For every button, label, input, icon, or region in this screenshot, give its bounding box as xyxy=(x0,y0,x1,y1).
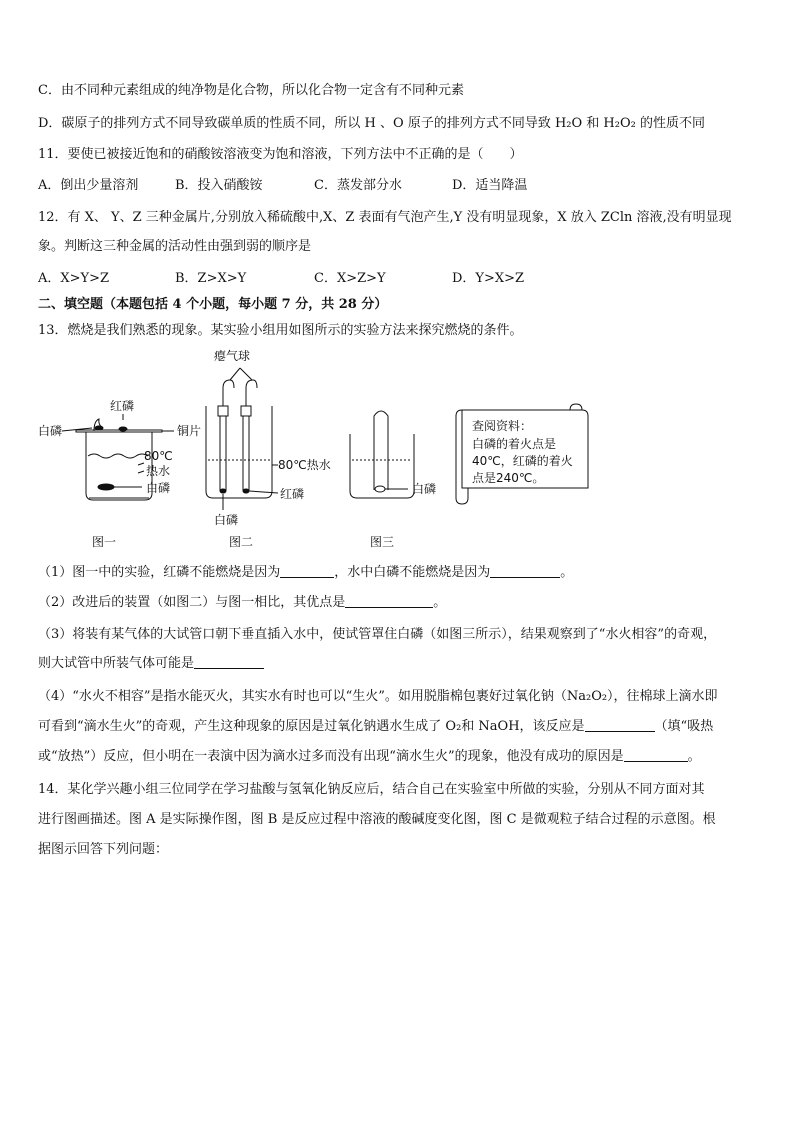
scroll-top-curl xyxy=(570,404,582,410)
note-line-3: 40℃，红磷的着火 xyxy=(472,454,573,468)
q12-option-c: C．X>Z>Y xyxy=(314,271,386,286)
fig2-red-p-leader xyxy=(249,491,278,493)
q13-1-text-c: 。 xyxy=(560,565,574,580)
white-phosphorus-on-plate xyxy=(95,426,103,430)
q13-4-text-d: 。 xyxy=(687,749,701,764)
question-11: 11．要使已被接近饱和的硝酸铵溶液变为饱和溶液，下列方法中不正确的是（ ） xyxy=(38,147,523,162)
tube-right xyxy=(243,416,249,493)
balloon-leader xyxy=(230,368,252,380)
fig1-white-p-bottom-label: 白磷 xyxy=(146,481,171,495)
stopper-right xyxy=(241,406,251,416)
q11-option-c: C．蒸发部分水 xyxy=(314,178,402,193)
temp-leader xyxy=(138,463,144,465)
fig2-white-p-label: 白磷 xyxy=(214,513,239,527)
q12-option-d: D．Y>X>Z xyxy=(452,271,525,286)
q13-part-4-line3 xyxy=(38,748,701,766)
question-12-options xyxy=(38,270,598,288)
q12-option-a: A．X>Y>Z xyxy=(38,271,110,286)
beaker-one xyxy=(86,432,152,500)
fig1-red-p-label: 红磷 xyxy=(110,399,135,413)
beaker-two xyxy=(206,406,272,498)
red-p-in-tube xyxy=(243,489,249,493)
option-d-text: D．碳原子的排列方式不同导致碳单质的性质不同，所以 H 、O 原子的排列方式不同导致 H₂O 和 H₂O₂ 的性质不同 xyxy=(38,116,705,131)
fig3-white-p-label: 白磷 xyxy=(412,482,437,496)
experiment-figure xyxy=(34,348,594,558)
q13-part-2 xyxy=(38,594,446,612)
q13-2-text-a: （2）改进后的装置（如图二）与图一相比，其优点是 xyxy=(38,595,346,610)
q11-option-b: B．投入硝酸铵 xyxy=(175,178,263,193)
answer-blank[interactable] xyxy=(490,564,560,578)
fig2-balloon-label: 瘪气球 xyxy=(214,349,251,363)
q12-option-b: B．Z>X>Y xyxy=(175,271,247,286)
fig1-hot-water-label: 热水 xyxy=(146,464,171,478)
question-14-line3: 据图示回答下列问题： xyxy=(38,842,169,857)
answer-blank[interactable] xyxy=(280,564,334,578)
answer-blank[interactable] xyxy=(585,718,655,732)
q13-4-text-b: （填“吸热 xyxy=(654,719,714,734)
q13-part-4-line1: （4）“水火不相容”是指水能灭火，其实水有时也可以“生火”。如用脱脂棉包裹好过氧化钠（Na₂O₂），往棉球上滴水即 xyxy=(38,689,718,704)
question-14-line1: 14．某化学兴趣小组三位同学在学习盐酸与氢氧化钠反应后，结合自己在实验室中所做的实验，分别从不同方面对其 xyxy=(38,782,705,797)
fig3-caption: 图三 xyxy=(370,535,395,549)
note-line-1: 查阅资料： xyxy=(472,419,533,433)
q13-part-1 xyxy=(38,564,573,582)
fig2-hot-water-label: 80℃热水 xyxy=(278,458,331,472)
q13-part-3-line2 xyxy=(38,655,264,673)
figure-three xyxy=(350,411,414,498)
question-12-line1: 12．有 X、 Y、Z 三种金属片,分别放入稀硫酸中,X、Z 表面有气泡产生,Y 没有明显现象，X 放入 ZCln 溶液,没有明显现 xyxy=(38,210,732,225)
q13-1-text-b: ，水中白磷不能燃烧是因为 xyxy=(334,565,491,580)
red-phosphorus-on-plate xyxy=(119,427,127,431)
question-12-line2: 象。判断这三种金属的活动性由强到弱的顺序是 xyxy=(38,239,312,254)
answer-blank[interactable] xyxy=(194,655,264,669)
fig1-copper-label: 铜片 xyxy=(177,424,202,438)
fig2-caption: 图二 xyxy=(229,535,254,549)
fig1-caption: 图一 xyxy=(92,535,117,549)
q13-1-text-a: （1）图一中的实验，红磷不能燃烧是因为 xyxy=(38,565,281,580)
q13-part-3-line1: （3）将装有某气体的大试管口朝下垂直插入水中，使试管罩住白磷（如图三所示），结果观察到了“水火相容”的奇观， xyxy=(38,627,717,642)
question-13: 13．燃烧是我们熟悉的现象。某实验小组用如图所示的实验方法来探究燃烧的条件。 xyxy=(38,323,523,338)
fig2-red-p-label: 红磷 xyxy=(280,487,305,501)
balloon-tube-right xyxy=(246,380,257,406)
q13-2-text-b: 。 xyxy=(433,595,447,610)
white-p-in-tube xyxy=(220,489,226,493)
large-test-tube xyxy=(374,411,388,490)
option-c-text: C．由不同种元素组成的纯净物是化合物，所以化合物一定含有不同种元素 xyxy=(38,83,464,98)
note-line-2: 白磷的着火点是 xyxy=(472,437,557,451)
water-surface-one xyxy=(88,454,148,458)
q13-4-text-c: 或“放热”）反应，但小明在一表演中因为滴水过多而没有出现“滴水生火”的现象，他没有成功的原因是 xyxy=(38,749,624,764)
fig1-white-p-label: 白磷 xyxy=(38,424,63,438)
fig1-temp-label: 80℃ xyxy=(144,449,173,463)
note-line-4: 点是240℃。 xyxy=(472,471,545,485)
answer-blank[interactable] xyxy=(345,594,433,608)
question-11-options xyxy=(38,177,598,195)
q11-option-d: D．适当降温 xyxy=(452,178,528,193)
q13-4-text-a: 可看到“滴水生火”的奇观，产生这种现象的原因是过氧化钠遇水生成了 O₂和 NaOH，该反应是 xyxy=(38,719,585,734)
white-phosphorus-bottom xyxy=(98,484,114,490)
q11-option-a: A．倒出少量溶剂 xyxy=(38,178,139,193)
water-leader xyxy=(138,471,144,473)
tube-left xyxy=(220,416,226,493)
balloon-tube-left xyxy=(223,380,234,406)
question-14-line2: 进行图画描述。图 A 是实际操作图，图 B 是反应过程中溶液的酸碱度变化图，图 C 是微观粒子结合过程的示意图。根 xyxy=(38,812,716,827)
q13-3-text: 则大试管中所装气体可能是 xyxy=(38,656,195,671)
answer-blank[interactable] xyxy=(624,748,688,762)
figure-two xyxy=(206,368,278,510)
section-2-heading: 二、填空题（本题包括 4 个小题，每小题 7 分，共 28 分） xyxy=(38,297,388,312)
white-p-in-beaker xyxy=(375,486,385,492)
beaker-three xyxy=(350,434,414,498)
stopper-left xyxy=(218,406,228,416)
q13-part-4-line2 xyxy=(38,718,713,736)
